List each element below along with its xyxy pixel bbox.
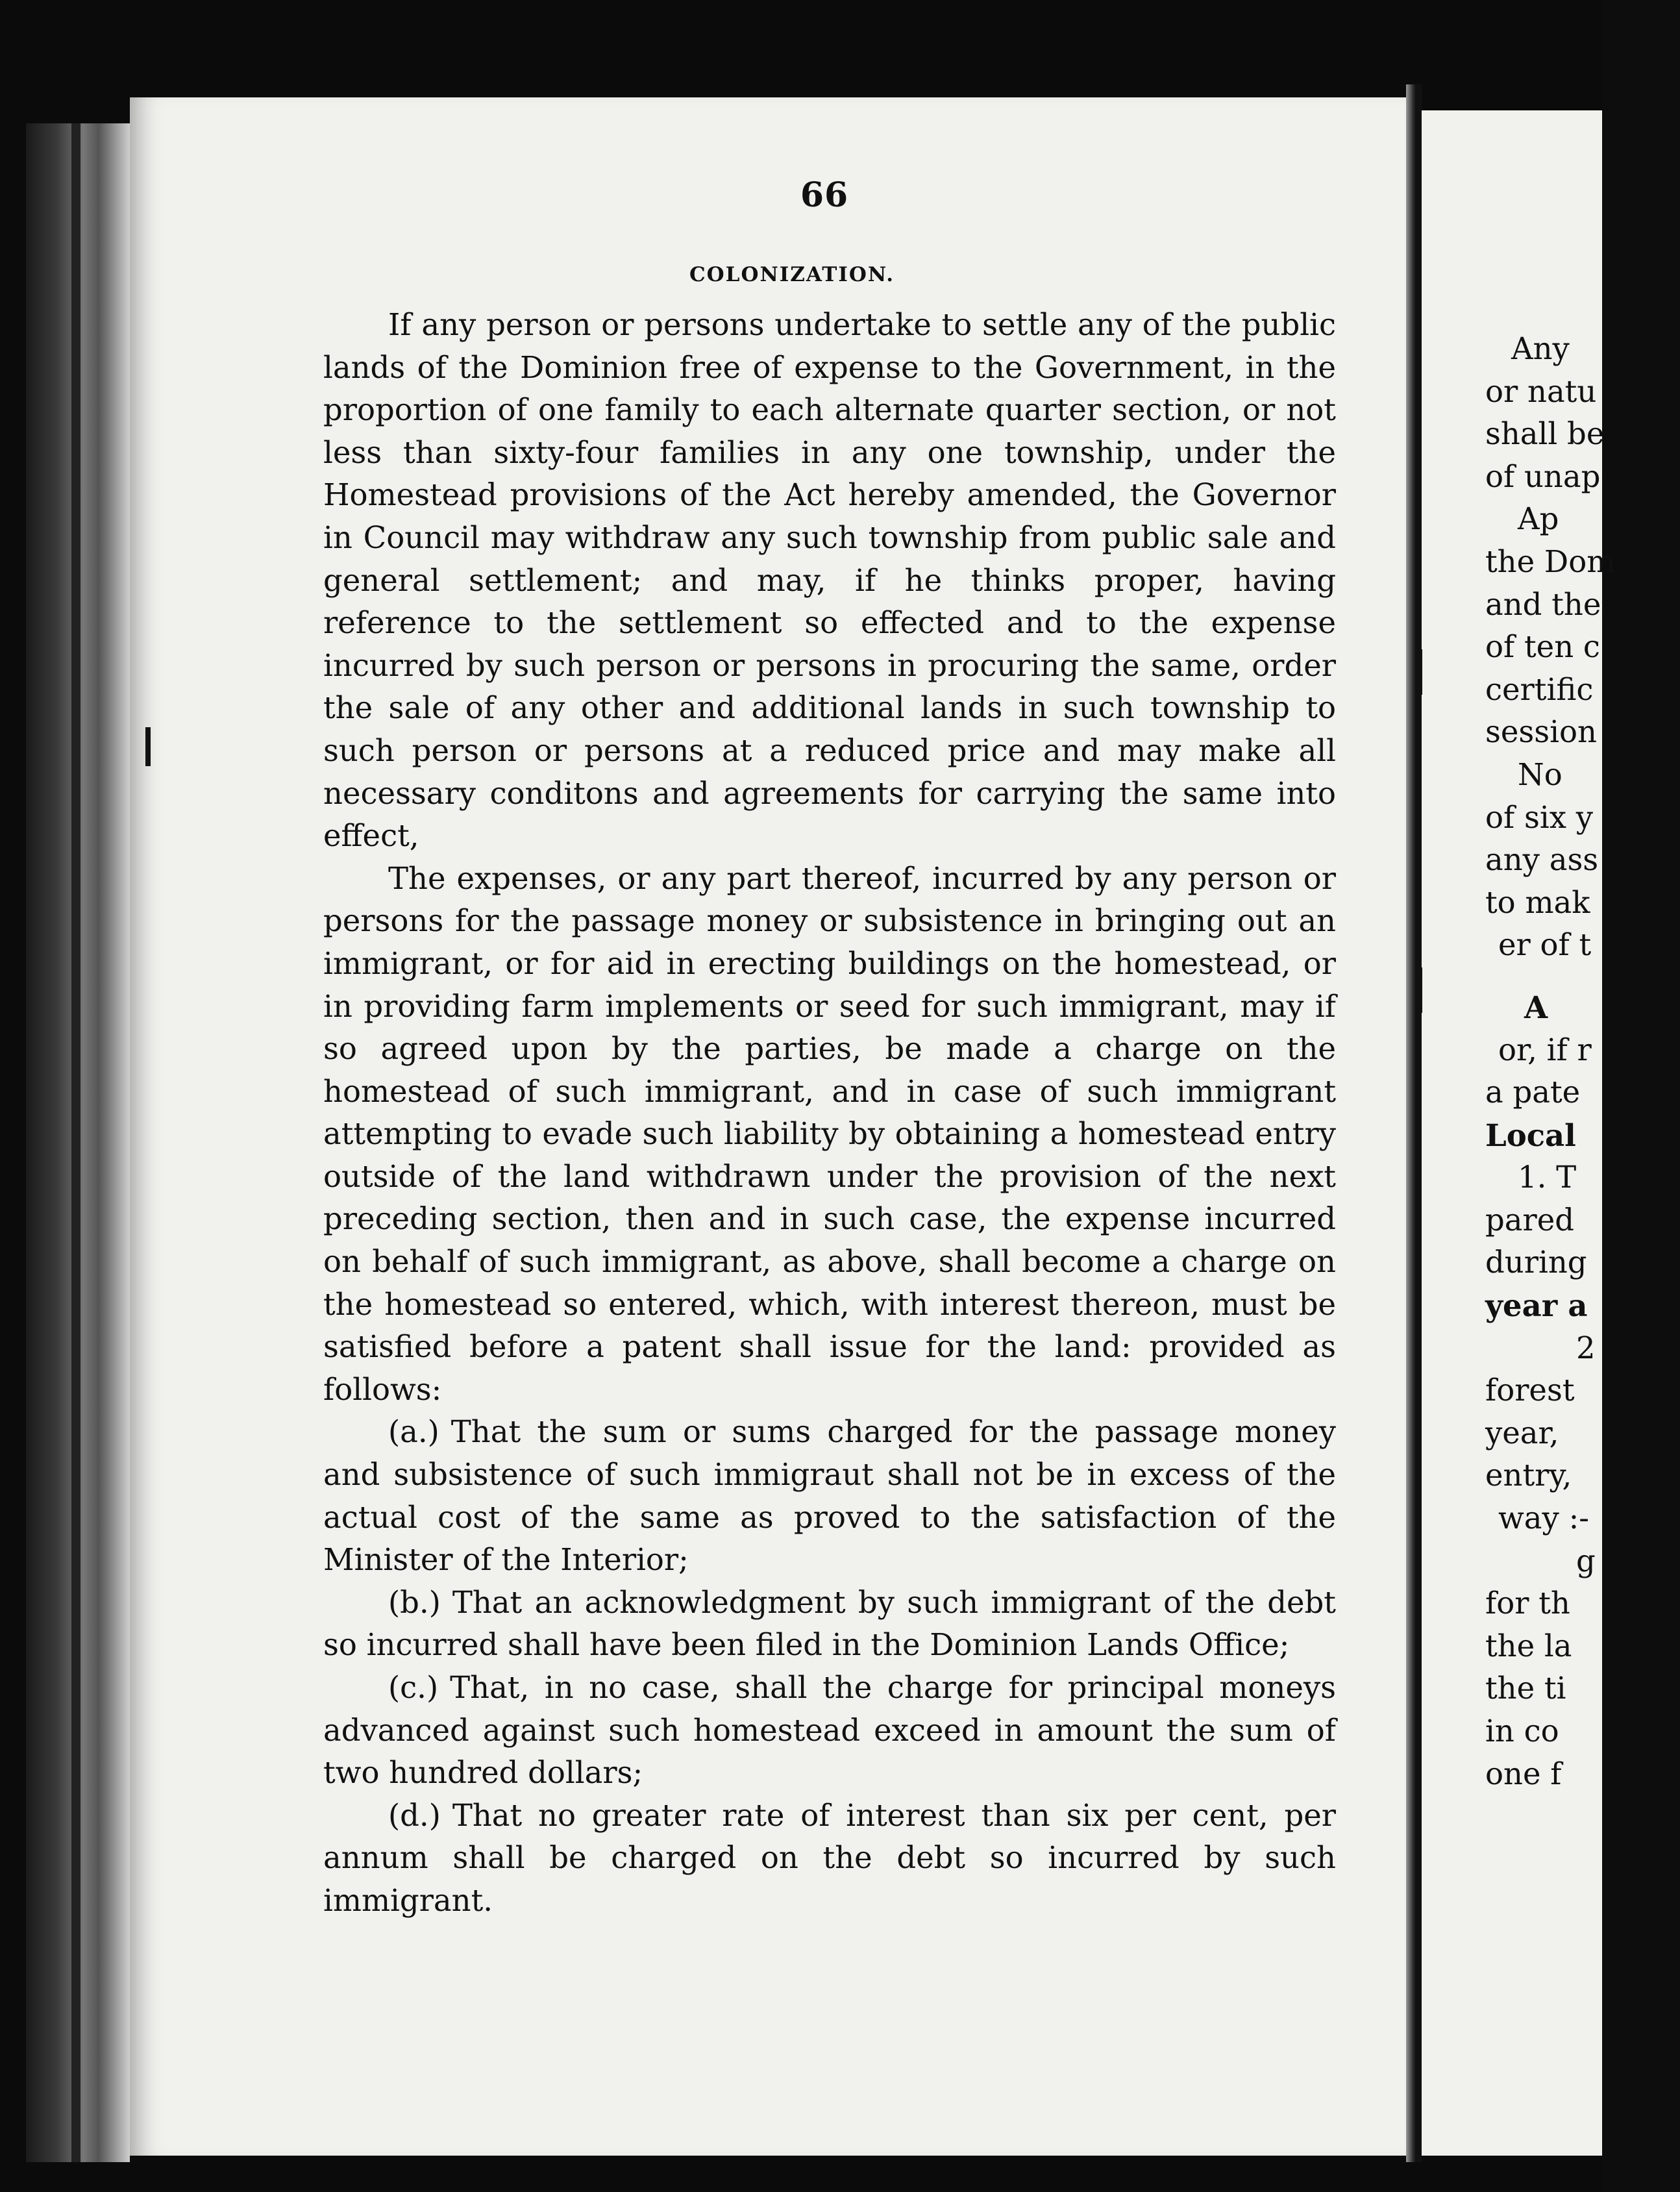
right-line: during — [1485, 1245, 1587, 1280]
right-line: for th — [1485, 1586, 1570, 1621]
gutter-line — [1415, 84, 1420, 2162]
right-line: year, — [1485, 1415, 1559, 1451]
right-line: Any — [1511, 331, 1570, 366]
right-line: Local — [1485, 1117, 1576, 1153]
right-line: one f — [1485, 1756, 1562, 1791]
clause-marker: (c.) — [388, 1670, 439, 1705]
right-line: and the — [1485, 586, 1601, 622]
right-line: to mak — [1485, 884, 1590, 920]
clause-a — [323, 1411, 1336, 1581]
right-line: er of t — [1498, 927, 1592, 963]
right-line: forest — [1485, 1373, 1575, 1408]
clause-d — [323, 1795, 1336, 1923]
clause-c — [323, 1667, 1336, 1795]
clause-marker: (d.) — [388, 1797, 441, 1833]
right-line: or, if r — [1498, 1032, 1592, 1067]
right-line: a pate — [1485, 1075, 1581, 1110]
right-line: or natu — [1485, 373, 1597, 409]
clause-text: That an acknowledgment by such immigrant of the debt so incurred shall have been filed in the Dominion Lands Office; — [323, 1584, 1336, 1663]
page-number: 66 — [800, 175, 849, 215]
right-line: any ass — [1485, 842, 1599, 878]
right-line: way :- — [1498, 1501, 1589, 1536]
clause-marker: (a.) — [388, 1414, 439, 1450]
right-line: in co — [1485, 1713, 1559, 1749]
margin-mark — [145, 727, 151, 766]
right-line: certific — [1485, 671, 1594, 707]
clause-marker: (b.) — [388, 1584, 441, 1620]
right-line: year a — [1485, 1288, 1588, 1324]
right-line: of unap — [1485, 458, 1601, 494]
right-line: session — [1485, 714, 1597, 750]
binding-stripe — [71, 123, 80, 2162]
right-line: entry, — [1485, 1458, 1572, 1493]
right-page-text — [1485, 328, 1680, 1795]
right-line: 1. T — [1518, 1160, 1577, 1195]
right-line: 2 — [1576, 1330, 1596, 1365]
right-line: shall be — [1485, 416, 1605, 452]
right-line: pared — [1485, 1202, 1575, 1238]
right-line: of ten c — [1485, 629, 1600, 665]
right-line: the ti — [1485, 1671, 1566, 1706]
gutter-mark — [1418, 967, 1422, 1013]
page-body — [323, 304, 1336, 1923]
right-line: the la — [1485, 1628, 1572, 1663]
paragraph: The expenses, or any part thereof, incurred by any person or persons for the passage money or subsistence in bringing out an immigrant, or for aid in erecting buildings on the homestead, or in providing farm implements or seed for such immigrant, may if so agreed upon by the parties, be made a charge on the homestead of such immigrant, and in case of such immigrant attempting to evade such liability by obtaining a homestead entry outside of the land withdrawn under the provision of the next preceding section, then and in such case, the expense incurred on behalf of such immigrant, as above, shall become a charge on the homestead so entered, which, with interest thereon, must be satisfied before a patent shall issue for the land: provided as follows: — [323, 860, 1336, 1407]
right-line: the Dom — [1485, 543, 1616, 579]
right-line: of six y — [1485, 799, 1593, 835]
clause-text: That, in no case, shall the charge for principal moneys advanced against such homestead exceed in amount the sum of two hundred dollars; — [323, 1670, 1336, 1791]
right-line: Ap — [1518, 501, 1559, 537]
clause-text: That the sum or sums charged for the passage money and subsistence of such immigraut shall not be in excess of the actual cost of the same as proved to the satisfaction of the Minister of the Interior; — [323, 1414, 1336, 1578]
right-line: A — [1524, 989, 1548, 1025]
right-line: No — [1518, 756, 1563, 792]
clause-text: That no greater rate of interest than six per cent, per annum shall be charged on the debt so incurred by such immigrant. — [323, 1797, 1336, 1918]
section-title: COLONIZATION. — [689, 263, 895, 286]
paragraph: If any person or persons undertake to settle any of the public lands of the Dominion free of expense to the Government, in the proportion of one family to each alternate quarter section, or not less than sixty-four families in any one township, under the Homestead provisions of the Act hereby amended, the Governor in Council may withdraw any such township from public sale and general settlement; and may, if he thinks proper, having reference to the settlement so effected and to the expense incurred by such person or persons in procuring the same, order the sale of any other and additional lands in such township to such person or persons at a reduced price and may make all necessary conditons and agreements for carrying the same into effect, — [323, 307, 1336, 854]
right-line: g — [1576, 1543, 1596, 1578]
gutter-mark — [1418, 649, 1422, 695]
clause-b — [323, 1582, 1336, 1667]
right-line — [1485, 967, 1680, 986]
